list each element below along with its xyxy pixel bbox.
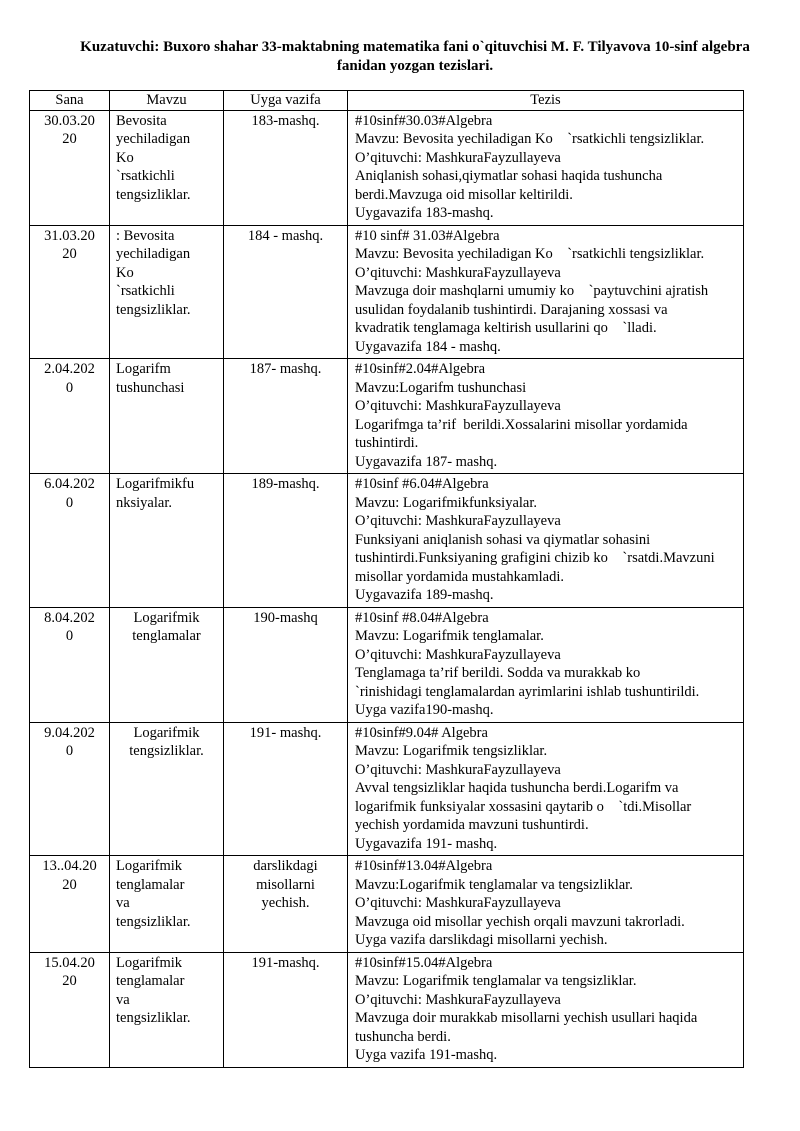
- topic-text: Logarifm tushunchasi: [116, 361, 185, 396]
- table-header-row: [30, 91, 744, 111]
- homework-text: 183-mashq.: [251, 112, 320, 129]
- topic-text: Logarifmikfu nksiyalar.: [116, 476, 195, 511]
- date-cell: [30, 474, 110, 608]
- homework-cell: [224, 359, 348, 474]
- table-row: [30, 856, 744, 953]
- thesis-cell: [348, 225, 744, 359]
- thesis-cell: [348, 474, 744, 608]
- topic-cell: [110, 110, 224, 225]
- table-row: [30, 225, 744, 359]
- date-text: 8.04.202 0: [44, 609, 95, 644]
- date-text: 13..04.20 20: [42, 858, 97, 893]
- date-text: 6.04.202 0: [44, 476, 95, 511]
- topic-cell: [110, 722, 224, 856]
- thesis-cell: [348, 952, 744, 1067]
- table-row: [30, 110, 744, 225]
- thesis-text: #10sinf#30.03#Algebra Mavzu: Bevosita yechiladigan Ko `rsatkichli tengsizliklar. O’qituvchi: MashkuraFayzullayeva Aniqlanish sohasi,qiymatlar sohasi haqida tushuncha berdi.Mavzuga oid misollar keltirildi. Uygavazifa 183-mashq.: [355, 112, 705, 221]
- date-text: 15.04.20 20: [44, 954, 95, 989]
- homework-cell: [224, 607, 348, 722]
- thesis-cell: [348, 722, 744, 856]
- thesis-text: #10sinf#15.04#Algebra Mavzu: Logarifmik tenglamalar va tengsizliklar. O’qituvchi: MashkuraFayzullayeva Mavzuga doir murakkab misollarni yechish usullari haqida tushuncha berdi. Uyga vazifa 191-mashq.: [355, 954, 698, 1063]
- thesis-text: #10sinf #8.04#Algebra Mavzu: Logarifmik tenglamalar. O’qituvchi: MashkuraFayzullayeva Tenglamaga ta’rif berildi. Sodda va murakkab ko `rinishidagi tenglamalardan ayrimlarini ishlab tushuntirildi. Uyga vazifa190-mashq.: [355, 609, 700, 718]
- date-cell: [30, 722, 110, 856]
- document-title: Kuzatuvchi: Buxoro shahar 33-maktabning matematika fani o`qituvchisi M. F. Tilyavova 10-sinf algebra fanidan yozgan tezislari.: [80, 39, 750, 74]
- date-cell: [30, 359, 110, 474]
- topic-cell: [110, 607, 224, 722]
- topic-cell: [110, 474, 224, 608]
- topic-cell: [110, 856, 224, 953]
- homework-cell: [224, 722, 348, 856]
- topic-cell: [110, 952, 224, 1067]
- lesson-table: [29, 90, 744, 1068]
- table-row: [30, 722, 744, 856]
- date-text: 30.03.20 20: [44, 112, 95, 147]
- homework-cell: [224, 474, 348, 608]
- topic-cell: [110, 225, 224, 359]
- topic-text: : Bevosita yechiladigan Ko `rsatkichli tengsizliklar.: [116, 227, 191, 318]
- date-cell: [30, 856, 110, 953]
- date-cell: [30, 225, 110, 359]
- thesis-text: #10sinf#2.04#Algebra Mavzu:Logarifm tushunchasi O’qituvchi: MashkuraFayzullayeva Logarifmga ta’rif berildi.Xossalarini misollar yordamida tushintirdi. Uygavazifa 187- mashq.: [355, 361, 688, 470]
- homework-text: 184 - mashq.: [247, 227, 324, 244]
- thesis-cell: [348, 110, 744, 225]
- homework-text: darslikdagi misollarni yechish.: [253, 858, 318, 911]
- table-row: [30, 474, 744, 608]
- topic-text: Logarifmik tengsizliklar.: [129, 724, 204, 759]
- column-header-mavzu: Mavzu: [110, 91, 224, 111]
- date-cell: [30, 110, 110, 225]
- topic-text: Logarifmik tenglamalar va tengsizliklar.: [116, 954, 191, 1026]
- thesis-text: #10 sinf# 31.03#Algebra Mavzu: Bevosita yechiladigan Ko `rsatkichli tengsizliklar. O’qituvchi: MashkuraFayzullayeva Mavzuga doir mashqlarni umumiy ko `paytuvchini ajratish usulidan foydalanib tushintirdi. Darajaning xossasi va kvadratik tenglamaga keltirish usullarini qo `lladi. Uygavazifa 184 - mashq.: [355, 227, 709, 355]
- homework-text: 187- mashq.: [249, 361, 322, 377]
- column-header-sana: Sana: [30, 91, 110, 111]
- date-text: 2.04.202 0: [44, 361, 95, 396]
- thesis-cell: [348, 359, 744, 474]
- table-row: [30, 607, 744, 722]
- homework-cell: [224, 225, 348, 359]
- thesis-text: #10sinf#9.04# Algebra Mavzu: Logarifmik tengsizliklar. O’qituvchi: MashkuraFayzullayeva Avval tengsizliklar haqida tushuncha berdi.Logarifm va logarifmik funksiyalar xossasini qaytarib o `tdi.Misollar yechish yordamida mavzuni tushuntirdi. Uygavazifa 191- mashq.: [355, 724, 692, 852]
- thesis-text: #10sinf #6.04#Algebra Mavzu: Logarifmikfunksiyalar. O’qituvchi: MashkuraFayzullayeva Funksiyani aniqlanish sohasi va qiymatlar sohasini tushintirdi.Funksiyaning grafigini chizib ko `rsatdi.Mavzuni misollar yordamida mustahkamladi. Uygavazifa 189-mashq.: [355, 476, 715, 603]
- topic-cell: [110, 359, 224, 474]
- topic-text: Logarifmik tenglamalar va tengsizliklar.: [116, 858, 191, 930]
- homework-text: 190-mashq: [253, 609, 318, 626]
- homework-cell: [224, 856, 348, 953]
- homework-text: 191- mashq.: [249, 724, 322, 741]
- date-text: 9.04.202 0: [44, 724, 95, 759]
- date-text: 31.03.20 20: [44, 227, 95, 262]
- column-header-tezis: Tezis: [348, 91, 744, 111]
- date-cell: [30, 952, 110, 1067]
- thesis-cell: [348, 856, 744, 953]
- table-row: [30, 359, 744, 474]
- homework-cell: [224, 952, 348, 1067]
- topic-text: Logarifmik tenglamalar: [132, 609, 201, 644]
- homework-cell: [224, 110, 348, 225]
- topic-text: Bevosita yechiladigan Ko `rsatkichli tengsizliklar.: [116, 112, 191, 203]
- column-header-uyga-vazifa: Uyga vazifa: [224, 91, 348, 111]
- thesis-cell: [348, 607, 744, 722]
- date-cell: [30, 607, 110, 722]
- homework-text: 189-mashq.: [251, 476, 320, 492]
- homework-text: 191-mashq.: [251, 954, 320, 971]
- thesis-text: #10sinf#13.04#Algebra Mavzu:Logarifmik tenglamalar va tengsizliklar. O’qituvchi: MashkuraFayzullayeva Mavzuga oid misollar yechish orqali mavzuni takrorladi. Uyga vazifa darslikdagi misollarni yechish.: [355, 858, 685, 948]
- table-row: [30, 952, 744, 1067]
